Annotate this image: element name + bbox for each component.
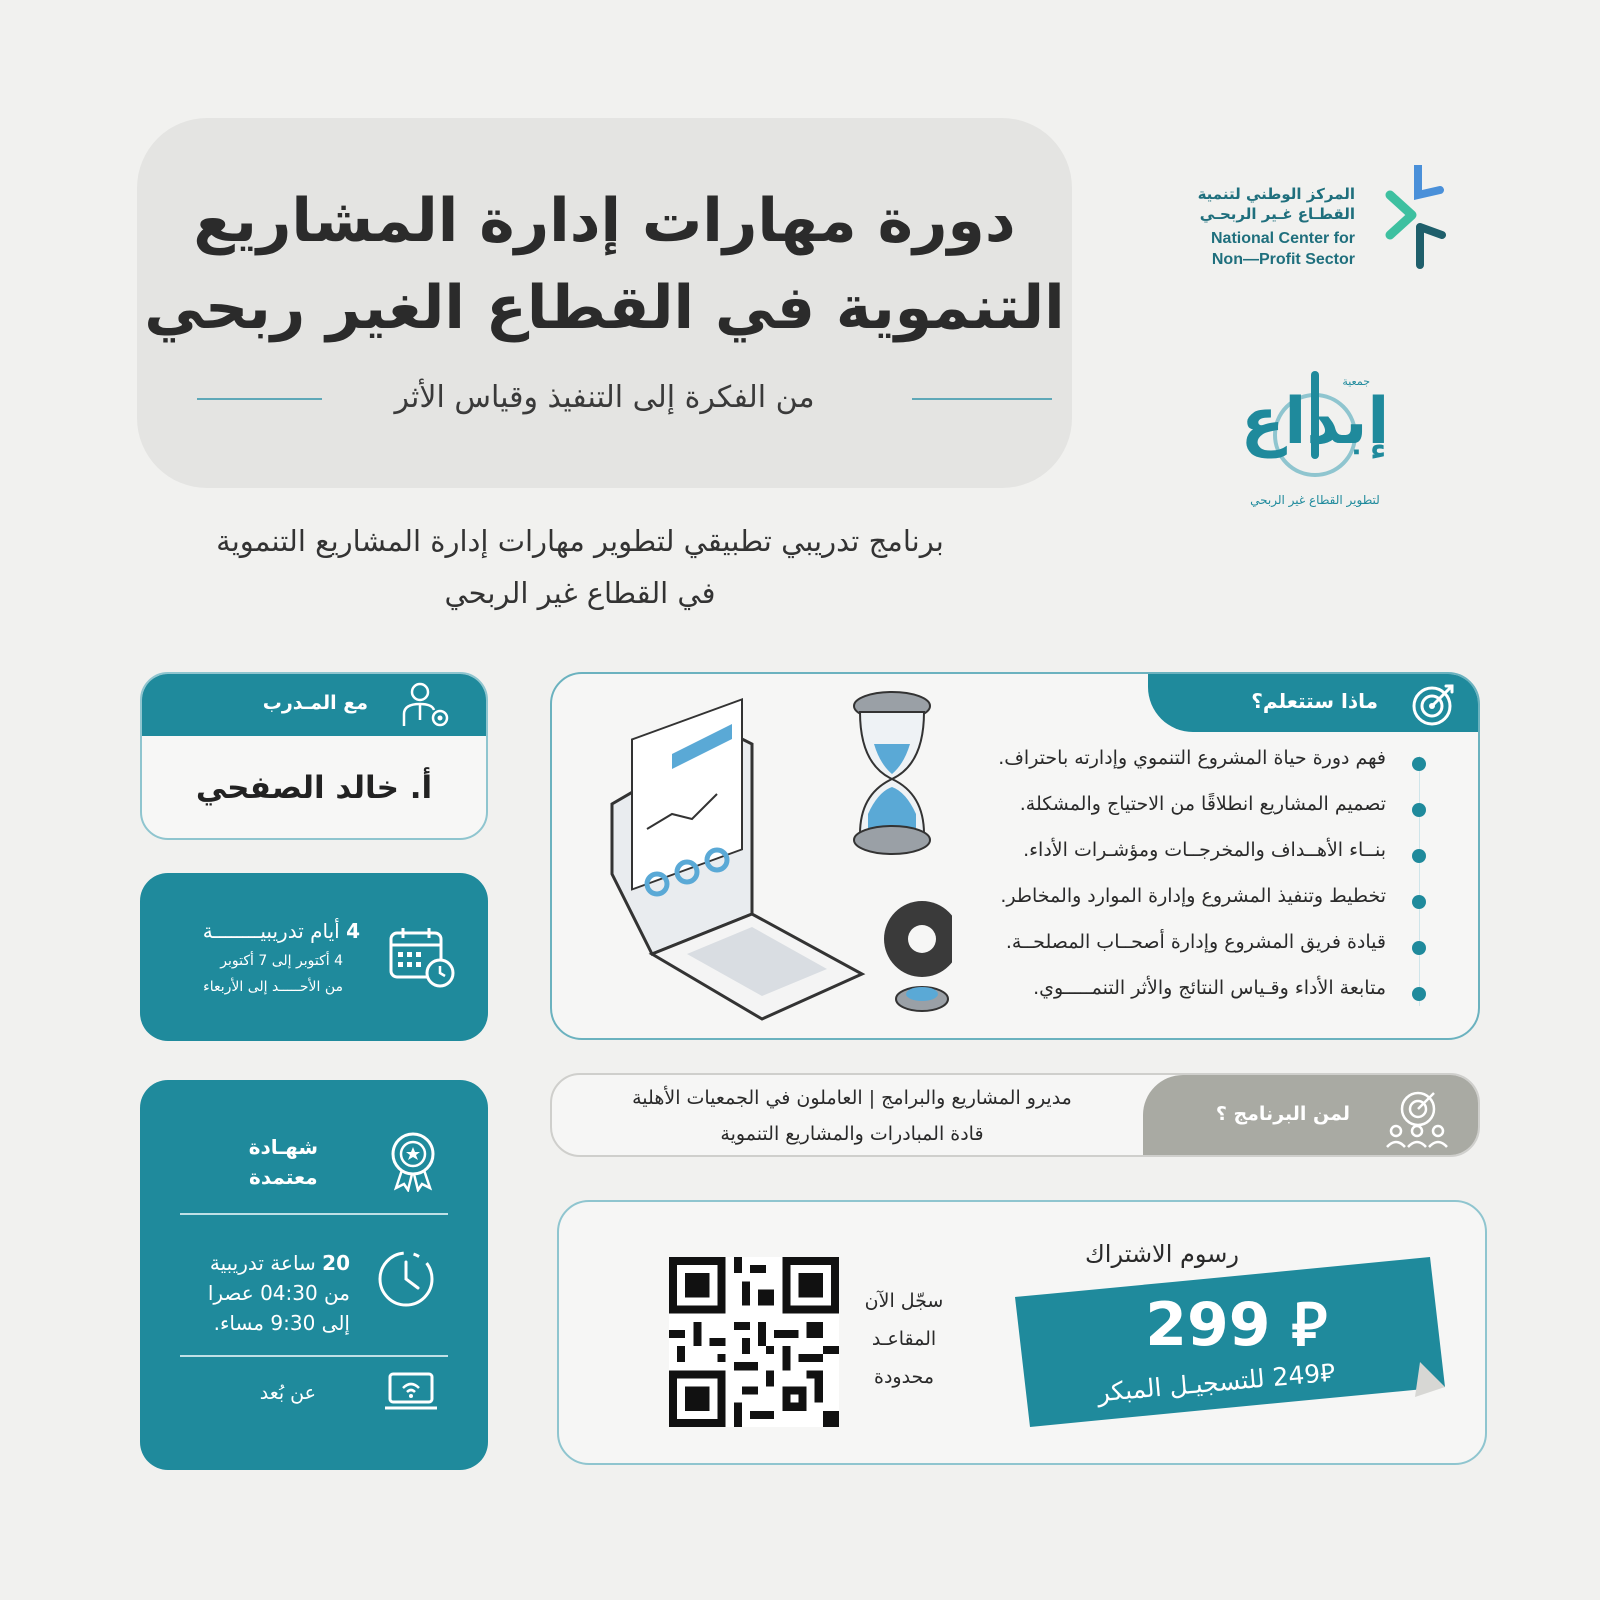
register-line-2: المقاعـد [871,1328,937,1350]
target-audience-card [550,1073,1480,1157]
target-audience-label: لمن البرنامج ؟ [1215,1103,1350,1125]
bullet-dot [1412,849,1426,863]
early-price-value: 249 [1270,1358,1322,1393]
ibdaa-tagline: لتطوير القطاع غير الربحي [1250,493,1380,507]
list-item [956,969,1426,1015]
trainer-name: أ. خالد الصفحي [195,770,433,806]
learning-outcomes-card [550,672,1480,1040]
nc-logo-en-line1: National Center for [1210,230,1355,247]
hours-label: ساعة تدريبية [209,1251,316,1275]
national-center-mark-icon [1370,165,1450,275]
price-value: 299 [1145,1290,1271,1360]
certificate-line-1: شهـادة [248,1135,318,1159]
list-item-text: بنــاء الأهــداف والمخرجــات ومؤشـرات الأداء. [1023,839,1386,861]
list-item [956,831,1426,877]
bullet-dot [1412,803,1426,817]
trainer-icon [398,682,454,730]
weekdays: من الأحـــــد إلى الأربعاء [203,979,343,995]
delivery-mode: عن بُعد [259,1382,316,1404]
clock-icon [376,1248,438,1310]
learning-outcomes-title: ماذا ستتعلم؟ [1251,689,1378,713]
hours-summary [208,1248,350,1278]
program-description [150,515,1010,619]
laptop-hourglass-illustration [592,684,952,1024]
trainer-card-header [142,674,486,736]
list-item [956,785,1426,831]
riyal-symbol: ⃁ [1291,1290,1327,1360]
bullet-dot [1412,987,1426,1001]
title-line-2: التنموية في القطاع الغير ربحي [144,273,1065,343]
list-item-text: متابعة الأداء وقـياس النتائج والأثر التنمـــــوي. [1033,977,1386,999]
register-line-3: محدودة [873,1366,934,1388]
bullet-dot [1412,895,1426,909]
nc-logo-ar-line1: المركز الوطني لتنمية [1197,185,1355,203]
riyal-symbol-small: ⃁ [1318,1357,1336,1388]
list-item [956,923,1426,969]
title-line-1: دورة مهارات إدارة المشاريع [193,186,1016,256]
hours-number: 20 [322,1251,350,1275]
list-item-text: تخطيط وتنفيذ المشروع وإدارة الموارد والمخاطر. [1000,885,1386,907]
bullet-dot [1412,941,1426,955]
register-line-1: سجّل الآن [864,1290,944,1312]
ibdaa-prefix: جمعية [1342,375,1370,388]
certificate-badge-icon [388,1130,438,1192]
ibdaa-name: إبداع [1240,385,1390,459]
fee-label: رسوم الاشتراك [1085,1240,1239,1268]
trainer-card [140,672,488,840]
certificate-text [249,1132,318,1192]
hours-text [208,1248,350,1338]
list-item-text: فهم دورة حياة المشروع التنموي وإدارته باحتراف. [998,747,1386,769]
days-number: 4 [346,919,360,943]
national-center-logo [1180,165,1450,275]
description-line-1: برنامج تدريبي تطبيقي لتطوير مهارات إدارة المشاريع التنموية [216,524,944,558]
audience-line-1: مديرو المشاريع والبرامج | العاملون في الجمعيات الأهلية [632,1087,1072,1109]
nc-logo-en-line2: Non—Profit Sector [1211,251,1355,268]
pricing-card [557,1200,1487,1465]
divider [180,1213,448,1215]
nc-logo-ar-line2: القطـاع غـير الربحـي [1199,205,1355,223]
audience-target-icon [1384,1087,1450,1149]
registration-qr-code[interactable] [669,1257,839,1427]
list-item-text: قيادة فريق المشروع وإدارة أصحــاب المصلحــة. [1005,931,1386,953]
certificate-line-2: معتمدة [249,1165,318,1189]
learning-outcomes-list [956,739,1426,1015]
list-item [956,739,1426,785]
time-from: من 04:30 عصرا [207,1281,350,1305]
audience-line-2: قادة المبادرات والمشاريع التنموية [720,1123,984,1145]
calendar-icon [388,927,456,989]
list-item [956,877,1426,923]
early-bird-label: للتسجيـل المبكر [1095,1363,1266,1408]
list-item-text: تصميم المشاريع انطلاقًا من الاحتياج والمشكلة. [1019,793,1386,815]
laptop-wifi-icon [384,1370,438,1414]
days-summary [203,919,360,943]
description-line-2: في القطاع غير الربحي [444,576,716,610]
bullet-dot [1412,757,1426,771]
ibdaa-logo [1240,345,1390,515]
divider [180,1355,448,1357]
details-card [140,1080,488,1470]
schedule-card [140,873,488,1041]
price [1145,1284,1327,1362]
time-to: إلى 9:30 مساء. [213,1311,350,1335]
target-audience-header [1143,1075,1478,1157]
subtitle: من الفكرة إلى التنفيذ وقياس الأثر [394,380,815,415]
date-range: 4 أكتوبر إلى 7 أكتوبر [220,953,343,969]
title-box [137,118,1072,488]
target-icon [1410,680,1458,728]
days-label: أيام تدريبيــــــــة [202,919,340,943]
learning-outcomes-header [1148,674,1478,732]
trainer-label: مع المـدرب [262,692,368,714]
register-note [849,1282,959,1396]
